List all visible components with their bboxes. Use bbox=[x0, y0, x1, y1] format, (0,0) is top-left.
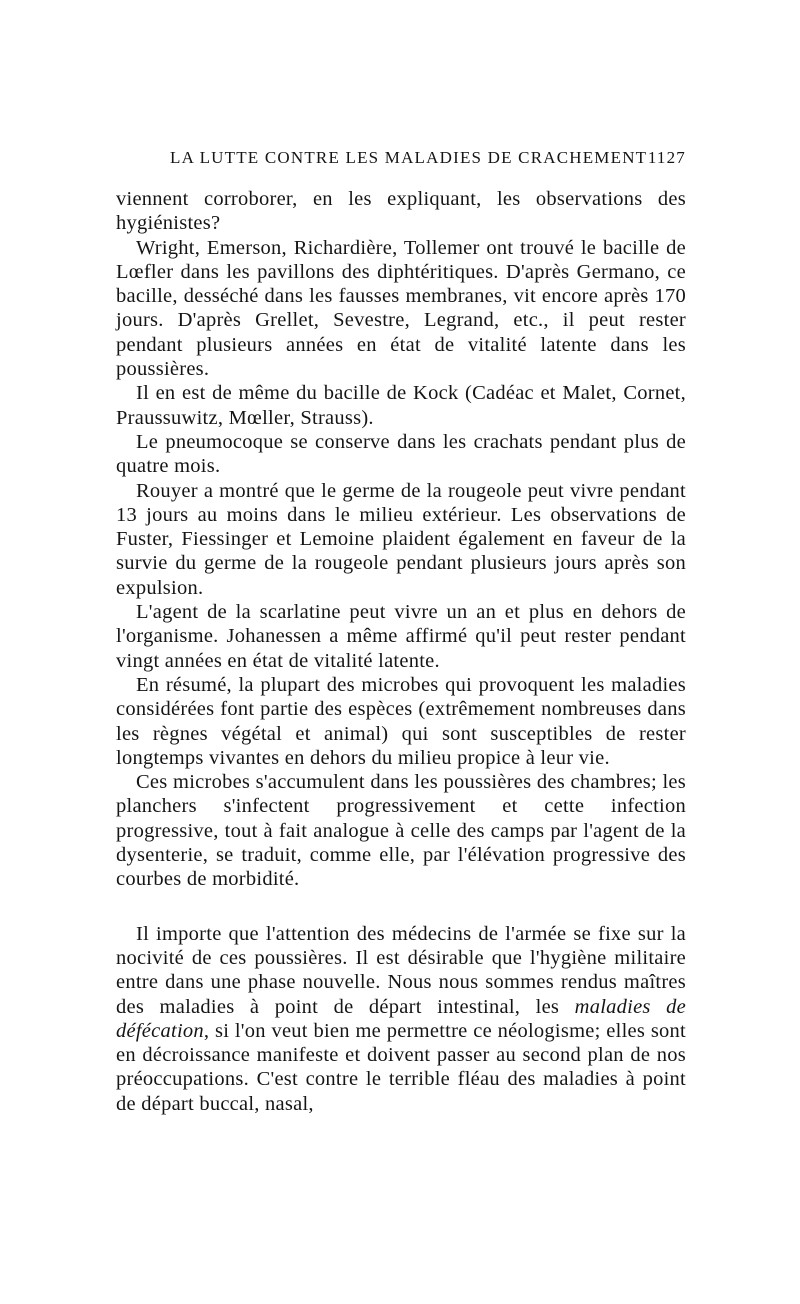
closing-text-end: , si l'on veut bien me permettre ce néologisme; elles sont en décroissance manifeste et doivent passer au second plan de nos préoccupations. C'est contre le terrible fléau des maladies à point de départ buccal, nasal, bbox=[116, 1019, 686, 1115]
closing-text-start: Il importe que l'attention des médecins de l'armée se fixe sur la nocivité de ces poussières. Il est désirable que l'hygiène militaire entre dans une phase nouvelle. Nous nous sommes rendus maîtres des maladies à point de départ intestinal, les bbox=[116, 922, 686, 1018]
running-title: LA LUTTE CONTRE LES MALADIES DE CRACHEMENT bbox=[170, 148, 648, 167]
paragraph: viennent corroborer, en les expliquant, les observations des hygiénistes? bbox=[116, 188, 686, 235]
paragraph: Il en est de même du bacille de Kock (Cadéac et Malet, Cornet, Praussuwitz, Mœller, Strauss). bbox=[116, 382, 686, 429]
paragraph: Le pneumocoque se conserve dans les crachats pendant plus de quatre mois. bbox=[116, 430, 686, 478]
closing-paragraph bbox=[116, 922, 686, 1116]
paragraph: Ces microbes s'accumulent dans les poussières des chambres; les planchers s'infectent progressivement et cette infection progressive, tout à fait analogue à celle des camps par l'agent de la dysenterie, se traduit, comme elle, par l'élévation progressive des courbes de morbidité. bbox=[116, 771, 686, 891]
paragraph: Rouyer a montré que le germe de la rougeole peut vivre pendant 13 jours au moins dans le milieu extérieur. Les observations de Fuster, Fiessinger et Lemoine plaident également en faveur de la survie du germe de la rougeole pendant plusieurs jours après son expulsion. bbox=[116, 479, 686, 599]
body-text bbox=[116, 187, 686, 1116]
paragraph: L'agent de la scarlatine peut vivre un an et plus en dehors de l'organisme. Johanessen a même affirmé qu'il peut rester pendant vingt années en état de vitalité latente. bbox=[116, 601, 686, 672]
section-gap bbox=[116, 892, 686, 922]
page-number: 1127 bbox=[647, 148, 686, 167]
paragraph: Wright, Emerson, Richardière, Tollemer ont trouvé le bacille de Lœfler dans les pavillons des diphtéritiques. D'après Germano, ce bacille, desséché dans les fausses membranes, vit encore après 170 jours. D'après Grellet, Sevestre, Legrand, etc., il peut rester pendant plusieurs années en état de vitalité latente dans les poussières. bbox=[116, 236, 686, 381]
running-head bbox=[116, 148, 686, 172]
italic-term: maladies de défécation bbox=[116, 995, 686, 1042]
paragraph: En résumé, la plupart des microbes qui provoquent les maladies considérées font partie des espèces (extrêmement nombreuses dans les règnes végétal et animal) qui sont susceptibles de rester longtemps vivantes en dehors du milieu propice à leur vie. bbox=[116, 673, 686, 769]
